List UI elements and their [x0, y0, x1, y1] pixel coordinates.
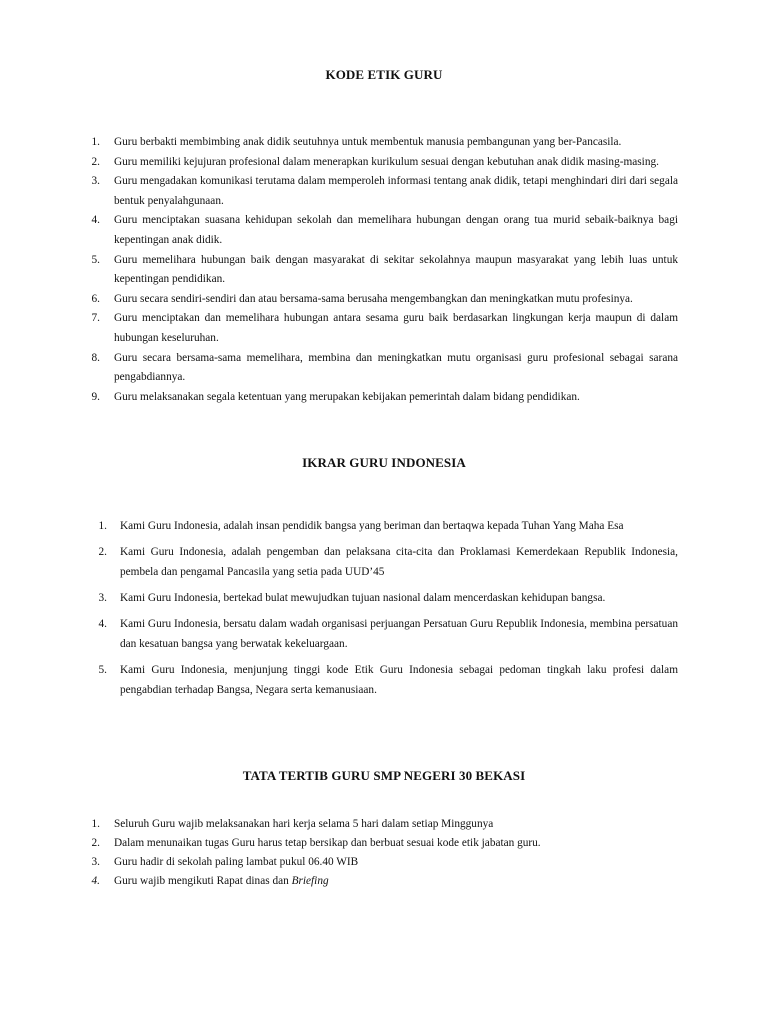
list-number: 8. [91, 351, 100, 364]
list-text: Kami Guru Indonesia, bersatu dalam wadah organisasi perjuangan Persatuan Guru Republik Indonesia, membina persatuan dan kesatuan bangsa yang berwatak kekeluargaan. [120, 618, 678, 650]
list-item [98, 588, 678, 608]
list-item [91, 853, 678, 872]
list-item [91, 349, 678, 388]
list-text: Guru menciptakan dan memelihara hubungan antara sesama guru baik berdasarkan lingkungan kerja maupun di dalam hubungan keseluruhan. [114, 312, 678, 344]
list-text: Guru secara sendiri-sendiri dan atau bersama-sama berusaha mengembangkan dan meningkatkan mutu profesinya. [114, 292, 633, 305]
list-text: Guru mengadakan komunikasi terutama dalam memperoleh informasi tentang anak didik, tetapi menghindari diri dari segala bentuk penyalahgunaan. [114, 175, 678, 207]
list-text: Guru memelihara hubungan baik dengan masyarakat di sekitar sekolahnya maupun masyarakat yang lebih luas untuk kepentingan pendidikan. [114, 253, 678, 286]
list-text: Guru hadir di sekolah paling lambat pukul 06.40 WIB [114, 856, 359, 868]
kode-etik-list [91, 133, 678, 407]
list-text: Guru secara bersama-sama memelihara, membina dan meningkatkan mutu organisasi guru profesional sebagai sarana pengabdiannya. [114, 351, 678, 384]
list-item [91, 872, 678, 891]
list-item [91, 815, 678, 834]
ikrar-title: IKRAR GURU INDONESIA [302, 455, 466, 470]
list-item [91, 133, 678, 153]
list-number: 4. [98, 618, 107, 630]
list-number: 4. [91, 875, 100, 887]
list-number: 2. [91, 155, 100, 168]
list-item [91, 834, 678, 853]
list-number: 4. [91, 214, 100, 227]
list-text: Dalam menunaikan tugas Guru harus tetap bersikap dan berbuat sesuai kode etik jabatan guru. [114, 837, 541, 849]
list-number: 1. [91, 136, 100, 148]
list-number: 7. [91, 312, 100, 325]
list-text: Kami Guru Indonesia, adalah insan pendidik bangsa yang beriman dan bertaqwa kepada Tuhan Yang Maha Esa [120, 520, 624, 532]
list-number: 1. [98, 520, 107, 532]
list-number: 5. [91, 253, 100, 266]
list-number: 6. [91, 292, 100, 305]
list-item [91, 290, 678, 310]
list-number: 2. [98, 546, 107, 558]
tata-tertib-title: TATA TERTIB GURU SMP NEGERI 30 BEKASI [242, 768, 526, 783]
list-item [91, 388, 678, 408]
tata-tertib-list [91, 815, 678, 891]
list-text: Kami Guru Indonesia, adalah pengemban dan pelaksana cita-cita dan Proklamasi Kemerdekaan Republik Indonesia, pembela dan pengamal Pancasila yang setia pada UUD’45 [120, 546, 678, 578]
list-text: Guru menciptakan suasana kehidupan sekolah dan memelihara hubungan dengan orang tua murid sebaik-baiknya bagi kepentingan anak didik. [114, 214, 678, 246]
list-number: 3. [91, 856, 100, 868]
kode-etik-title: KODE ETIK GURU [325, 67, 443, 82]
list-text: Guru berbakti membimbing anak didik seutuhnya untuk membentuk manusia pembangunan yang ber-Pancasila. [114, 136, 622, 148]
list-text: Kami Guru Indonesia, bertekad bulat mewujudkan tujuan nasional dalam mencerdaskan kehidupan bangsa. [120, 592, 606, 604]
list-item [98, 542, 678, 582]
list-text: Guru melaksanakan segala ketentuan yang merupakan kebijakan pemerintah dalam bidang pendidikan. [114, 390, 580, 403]
list-item [91, 211, 678, 250]
list-item [91, 172, 678, 211]
list-number: 1. [91, 818, 100, 830]
list-item [91, 153, 678, 173]
list-text-italic: Briefing [291, 875, 329, 887]
list-number: 2. [91, 837, 100, 849]
list-item [98, 516, 678, 536]
list-text: Guru memiliki kejujuran profesional dalam menerapkan kurikulum sesuai dengan kebutuhan anak didik masing-masing. [114, 155, 659, 168]
list-text: Seluruh Guru wajib melaksanakan hari kerja selama 5 hari dalam setiap Minggunya [114, 818, 494, 830]
list-item [98, 614, 678, 654]
list-item [91, 309, 678, 348]
list-item [98, 660, 678, 700]
list-number: 9. [91, 390, 100, 403]
ikrar-list [98, 516, 678, 706]
list-text: Guru wajib mengikuti Rapat dinas dan [114, 875, 292, 887]
list-number: 3. [98, 592, 107, 604]
list-number: 3. [91, 175, 100, 188]
list-text: Kami Guru Indonesia, menjunjung tinggi kode Etik Guru Indonesia sebagai pedoman tingkah laku profesi dalam pengabdian terhadap Bangsa, Negara serta kemanusiaan. [120, 664, 678, 696]
list-number: 5. [98, 664, 107, 676]
list-item [91, 251, 678, 290]
